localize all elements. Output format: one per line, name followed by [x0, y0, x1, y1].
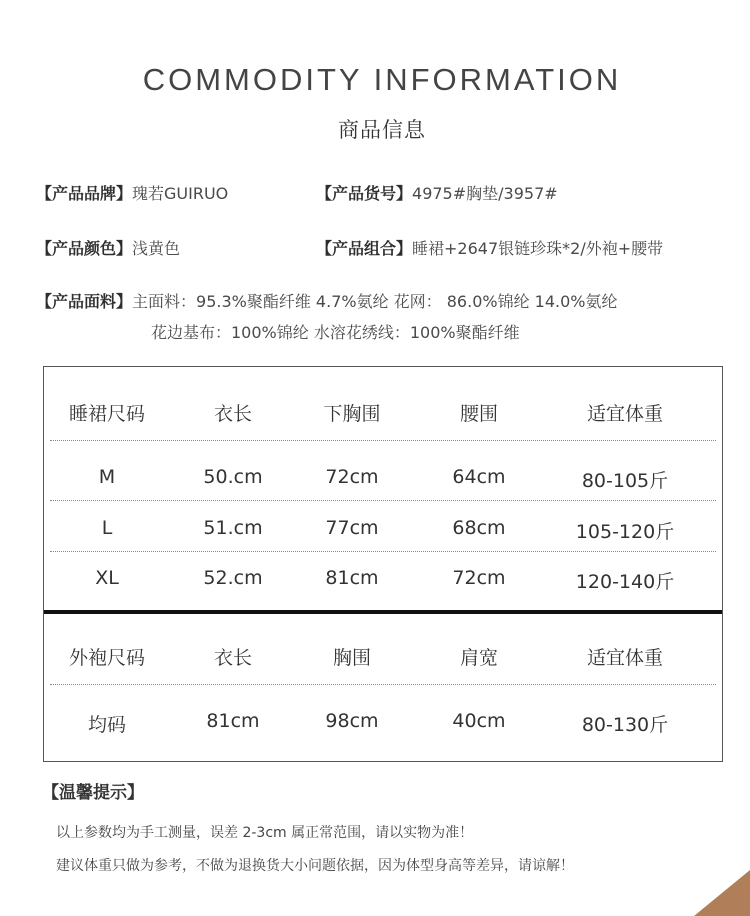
robe-header-length: 衣长 [213, 647, 253, 669]
dress-row-m-weight: 80-105斤 [581, 470, 669, 492]
dress-row-m-size: M [98, 466, 116, 488]
page-title-english: COMMODITY INFORMATION [142, 62, 622, 97]
robe-row-length: 81cm [206, 710, 260, 732]
info-color [36, 236, 180, 259]
color-label: 【产品颜色】 [36, 239, 133, 258]
dress-header-waist: 腰围 [459, 403, 499, 425]
size-table [43, 366, 723, 762]
robe-row-shoulder: 40cm [452, 710, 506, 732]
sku-value: 4975#胸垫/3957# [412, 184, 558, 203]
color-value: 浅黄色 [132, 239, 181, 258]
table-section-divider [44, 610, 722, 614]
dress-row-xl-weight: 120-140斤 [575, 571, 675, 593]
brand-value: 瑰若GUIRUO [132, 184, 229, 203]
info-fabric [36, 289, 618, 312]
combo-label: 【产品组合】 [316, 239, 413, 258]
dress-row-m-waist: 64cm [452, 466, 506, 488]
dress-row-xl-length: 52.cm [203, 567, 263, 589]
robe-row-bust: 98cm [325, 710, 379, 732]
combo-value: 睡裙+2647银链珍珠*2/外袍+腰带 [412, 239, 664, 258]
dress-row-l-weight: 105-120斤 [575, 521, 675, 543]
dress-row-l-size: L [101, 517, 113, 539]
row-divider [50, 440, 716, 441]
page-title-chinese: 商品信息 [338, 118, 426, 142]
row-divider [50, 551, 716, 552]
dress-row-m-length: 50.cm [203, 466, 263, 488]
robe-header-shoulder: 肩宽 [459, 647, 499, 669]
info-sku [316, 181, 558, 204]
dress-row-l-underbust: 77cm [325, 517, 379, 539]
tips-title: 【温馨提示】 [42, 783, 144, 803]
dress-row-xl-waist: 72cm [452, 567, 506, 589]
dress-row-xl-underbust: 81cm [325, 567, 379, 589]
sku-label: 【产品货号】 [316, 184, 413, 203]
brand-label: 【产品品牌】 [36, 184, 133, 203]
dress-header-size: 睡裙尺码 [68, 403, 146, 425]
robe-row-weight: 80-130斤 [581, 714, 669, 736]
row-divider [50, 500, 716, 501]
tips-line-2: 建议体重只做为参考，不做为退换货大小问题依据，因为体型身高等差异，请谅解！ [56, 858, 574, 874]
corner-decoration [694, 870, 750, 916]
robe-header-weight: 适宜体重 [586, 647, 664, 669]
dress-header-weight: 适宜体重 [586, 403, 664, 425]
dress-row-l-length: 51.cm [203, 517, 263, 539]
robe-header-size: 外袍尺码 [68, 647, 146, 669]
fabric-line-1: 主面料：95.3%聚酯纤维 4.7%氨纶 花网： 86.0%锦纶 14.0%氨纶 [132, 292, 618, 311]
dress-header-underbust: 下胸围 [323, 403, 381, 425]
row-divider [50, 684, 716, 685]
robe-row-size: 均码 [87, 714, 127, 736]
dress-header-length: 衣长 [213, 403, 253, 425]
dress-row-m-underbust: 72cm [325, 466, 379, 488]
dress-row-xl-size: XL [95, 567, 119, 589]
info-brand [36, 181, 228, 204]
fabric-label: 【产品面料】 [36, 292, 133, 311]
tips-line-1: 以上参数均为手工测量，误差 2-3cm 属正常范围，请以实物为准！ [56, 825, 474, 841]
info-combo [316, 236, 663, 259]
robe-header-bust: 胸围 [332, 647, 372, 669]
fabric-line-2: 花边基布：100%锦纶 水溶花绣线：100%聚酯纤维 [151, 323, 520, 342]
dress-row-l-waist: 68cm [452, 517, 506, 539]
info-fabric-continued [151, 320, 520, 343]
